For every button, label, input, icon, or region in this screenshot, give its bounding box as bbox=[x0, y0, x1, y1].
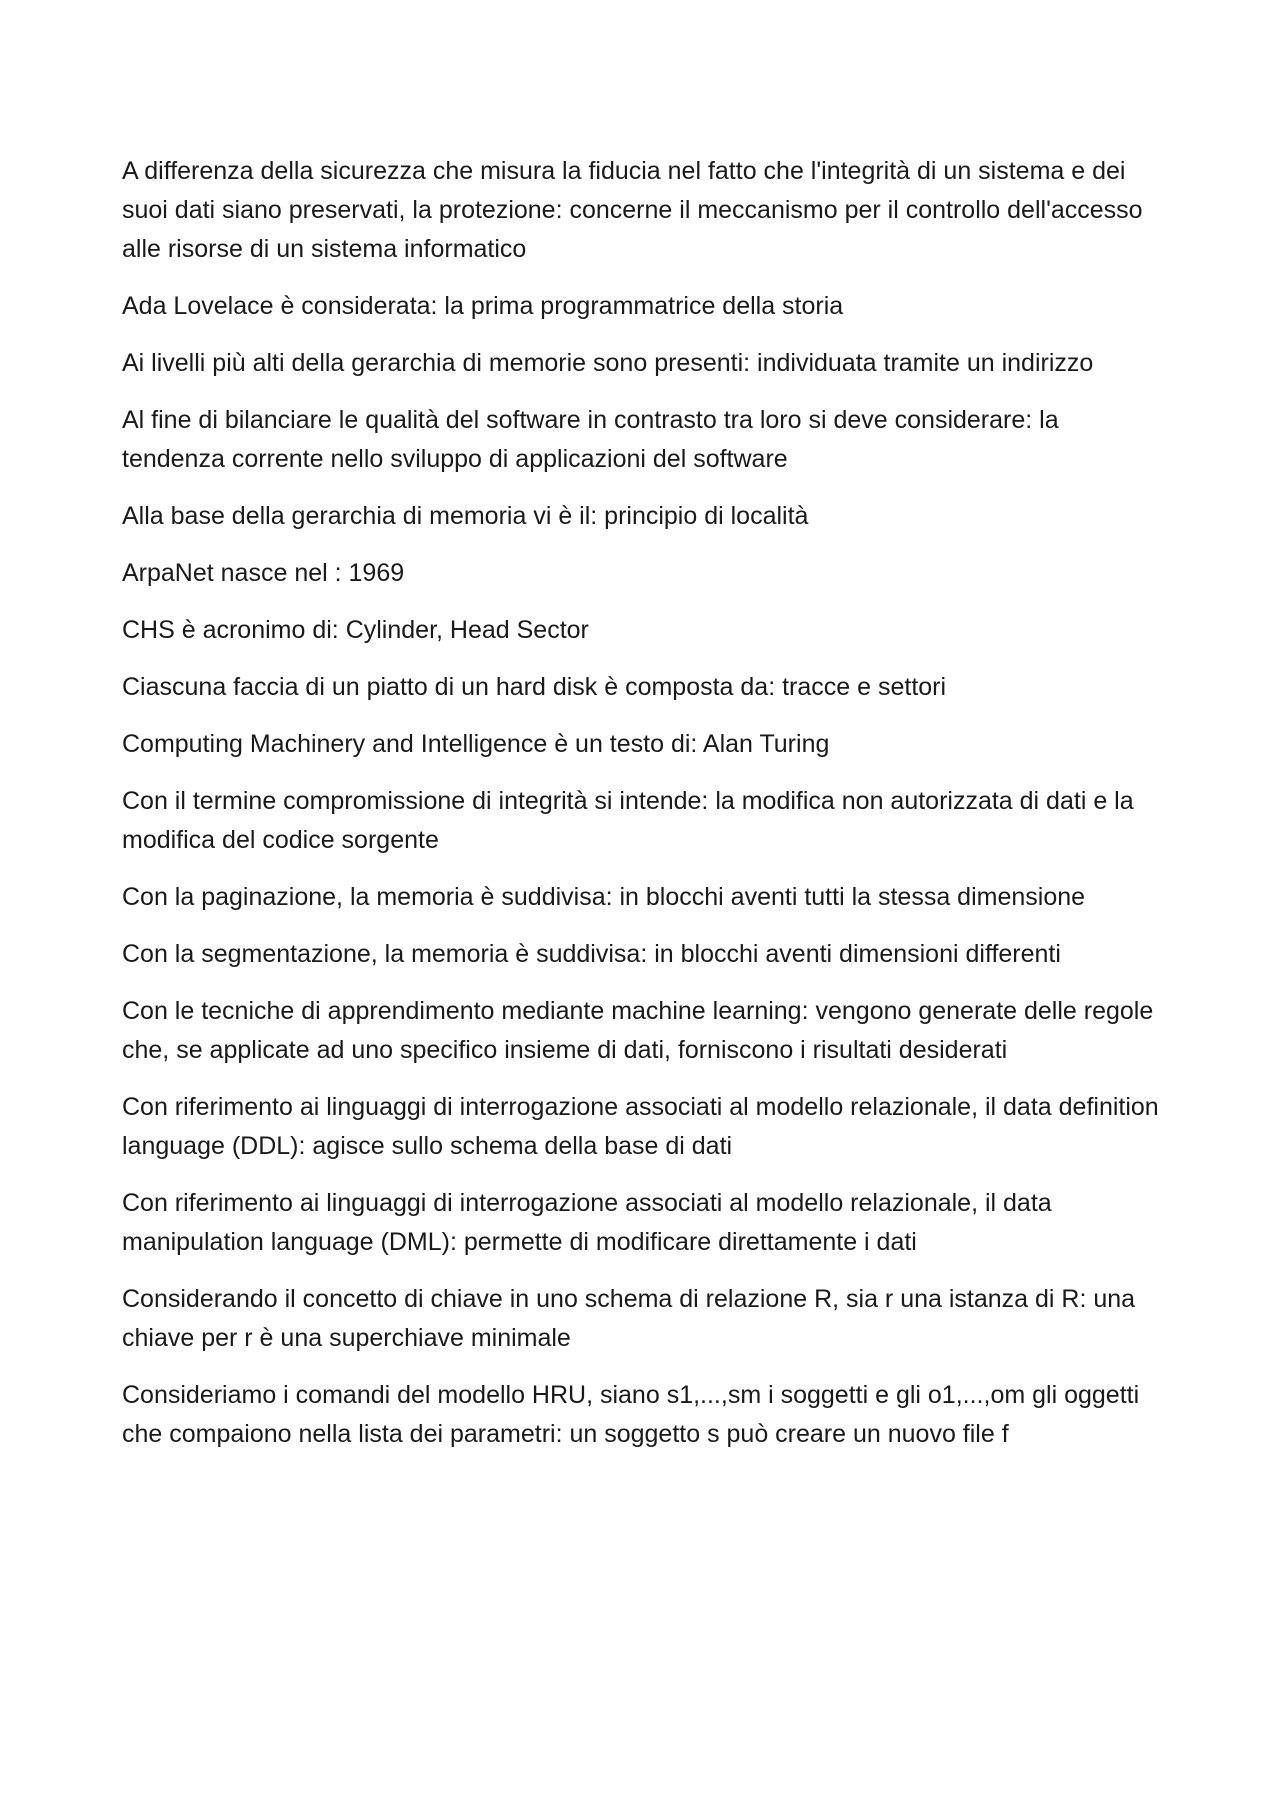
paragraph-16: Considerando il concetto di chiave in uno schema di relazione R, sia r una istanza di R: una chiave per r è una superchiave minimale bbox=[122, 1285, 1136, 1352]
paragraph-12: Con la segmentazione, la memoria è suddivisa: in blocchi aventi dimensioni differenti bbox=[122, 940, 1061, 968]
paragraph-1: A differenza della sicurezza che misura la fiducia nel fatto che l'integrità di un sistema e dei suoi dati siano preservati, la protezione: concerne il meccanismo per il controllo dell'accesso alle risorse di un sistema informatico bbox=[122, 157, 1143, 263]
paragraph-17: Consideriamo i comandi del modello HRU, siano s1,...,sm i soggetti e gli o1,...,om gli oggetti che compaiono nella lista dei parametri: un soggetto s può creare un nuovo file f bbox=[122, 1381, 1140, 1448]
paragraph-4: Al fine di bilanciare le qualità del software in contrasto tra loro si deve considerare: la tendenza corrente nello sviluppo di applicazioni del software bbox=[122, 406, 1059, 473]
paragraph-5: Alla base della gerarchia di memoria vi è il: principio di località bbox=[122, 502, 809, 530]
paragraph-6: ArpaNet nasce nel : 1969 bbox=[122, 559, 405, 587]
paragraph-13: Con le tecniche di apprendimento mediante machine learning: vengono generate delle regole che, se applicate ad uno specifico insieme di dati, forniscono i risultati desiderati bbox=[122, 997, 1154, 1064]
paragraph-14: Con riferimento ai linguaggi di interrogazione associati al modello relazionale, il data definition language (DDL): agisce sullo schema della base di dati bbox=[122, 1093, 1159, 1160]
paragraph-7: CHS è acronimo di: Cylinder, Head Sector bbox=[122, 616, 589, 644]
paragraph-3: Ai livelli più alti della gerarchia di memorie sono presenti: individuata tramite un indirizzo bbox=[122, 349, 1094, 377]
paragraph-10: Con il termine compromissione di integrità si intende: la modifica non autorizzata di dati e la modifica del codice sorgente bbox=[122, 787, 1134, 854]
paragraph-8: Ciascuna faccia di un piatto di un hard disk è composta da: tracce e settori bbox=[122, 673, 947, 701]
paragraph-15: Con riferimento ai linguaggi di interrogazione associati al modello relazionale, il data manipulation language (DML): permette di modificare direttamente i dati bbox=[122, 1189, 1052, 1256]
paragraph-9: Computing Machinery and Intelligence è un testo di: Alan Turing bbox=[122, 730, 830, 758]
paragraph-11: Con la paginazione, la memoria è suddivisa: in blocchi aventi tutti la stessa dimensione bbox=[122, 883, 1086, 911]
paragraph-2: Ada Lovelace è considerata: la prima programmatrice della storia bbox=[122, 292, 844, 320]
